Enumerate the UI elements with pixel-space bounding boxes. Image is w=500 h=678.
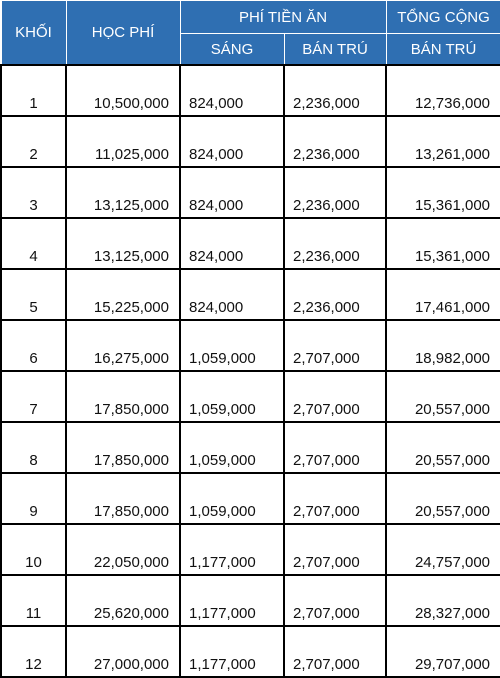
cell-breakfast: 1,177,000 bbox=[180, 524, 284, 575]
cell-total: 29,707,000 bbox=[386, 626, 500, 677]
cell-tuition: 16,275,000 bbox=[66, 320, 180, 371]
cell-lunch: 2,236,000 bbox=[284, 218, 386, 269]
cell-lunch: 2,707,000 bbox=[284, 575, 386, 626]
cell-tuition: 11,025,000 bbox=[66, 116, 180, 167]
cell-lunch: 2,707,000 bbox=[284, 371, 386, 422]
cell-tuition: 17,850,000 bbox=[66, 371, 180, 422]
cell-total: 18,982,000 bbox=[386, 320, 500, 371]
table-row bbox=[1, 65, 500, 116]
cell-total: 24,757,000 bbox=[386, 524, 500, 575]
cell-grade: 10 bbox=[1, 524, 66, 575]
cell-lunch: 2,707,000 bbox=[284, 422, 386, 473]
table-header bbox=[1, 1, 500, 66]
cell-grade: 12 bbox=[1, 626, 66, 677]
table-row bbox=[1, 422, 500, 473]
cell-breakfast: 824,000 bbox=[180, 218, 284, 269]
cell-grade: 8 bbox=[1, 422, 66, 473]
cell-tuition: 10,500,000 bbox=[66, 65, 180, 116]
cell-total: 15,361,000 bbox=[386, 167, 500, 218]
cell-tuition: 13,125,000 bbox=[66, 218, 180, 269]
cell-grade: 4 bbox=[1, 218, 66, 269]
cell-grade: 9 bbox=[1, 473, 66, 524]
cell-breakfast: 824,000 bbox=[180, 269, 284, 320]
cell-tuition: 13,125,000 bbox=[66, 167, 180, 218]
cell-total: 20,557,000 bbox=[386, 422, 500, 473]
cell-total: 20,557,000 bbox=[386, 371, 500, 422]
cell-breakfast: 1,177,000 bbox=[180, 626, 284, 677]
table-row bbox=[1, 371, 500, 422]
cell-breakfast: 1,059,000 bbox=[180, 422, 284, 473]
table-body bbox=[1, 65, 500, 677]
cell-lunch: 2,236,000 bbox=[284, 116, 386, 167]
table-row bbox=[1, 167, 500, 218]
header-lunch: BÁN TRÚ bbox=[284, 34, 386, 66]
cell-breakfast: 1,177,000 bbox=[180, 575, 284, 626]
cell-total: 13,261,000 bbox=[386, 116, 500, 167]
table-row bbox=[1, 320, 500, 371]
table-row bbox=[1, 473, 500, 524]
header-grade: KHỐI bbox=[1, 1, 66, 66]
cell-breakfast: 1,059,000 bbox=[180, 473, 284, 524]
cell-total: 17,461,000 bbox=[386, 269, 500, 320]
cell-breakfast: 824,000 bbox=[180, 116, 284, 167]
cell-lunch: 2,707,000 bbox=[284, 626, 386, 677]
cell-breakfast: 1,059,000 bbox=[180, 320, 284, 371]
cell-tuition: 17,850,000 bbox=[66, 422, 180, 473]
header-meal-fee: PHÍ TIỀN ĂN bbox=[180, 1, 386, 34]
table-row bbox=[1, 218, 500, 269]
cell-total: 12,736,000 bbox=[386, 65, 500, 116]
cell-total: 20,557,000 bbox=[386, 473, 500, 524]
cell-tuition: 27,000,000 bbox=[66, 626, 180, 677]
header-total: TỔNG CỘNG bbox=[386, 1, 500, 34]
header-total-sub: BÁN TRÚ bbox=[386, 34, 500, 66]
cell-tuition: 25,620,000 bbox=[66, 575, 180, 626]
cell-breakfast: 824,000 bbox=[180, 167, 284, 218]
table-row bbox=[1, 575, 500, 626]
cell-grade: 3 bbox=[1, 167, 66, 218]
header-tuition: HỌC PHÍ bbox=[66, 1, 180, 66]
cell-lunch: 2,236,000 bbox=[284, 269, 386, 320]
cell-lunch: 2,707,000 bbox=[284, 524, 386, 575]
cell-lunch: 2,707,000 bbox=[284, 320, 386, 371]
header-breakfast: SÁNG bbox=[180, 34, 284, 66]
cell-grade: 2 bbox=[1, 116, 66, 167]
table-row bbox=[1, 116, 500, 167]
cell-grade: 5 bbox=[1, 269, 66, 320]
cell-lunch: 2,707,000 bbox=[284, 473, 386, 524]
table-row bbox=[1, 524, 500, 575]
cell-grade: 11 bbox=[1, 575, 66, 626]
cell-breakfast: 1,059,000 bbox=[180, 371, 284, 422]
table-row bbox=[1, 626, 500, 677]
cell-tuition: 15,225,000 bbox=[66, 269, 180, 320]
cell-grade: 6 bbox=[1, 320, 66, 371]
cell-grade: 1 bbox=[1, 65, 66, 116]
cell-total: 28,327,000 bbox=[386, 575, 500, 626]
cell-tuition: 22,050,000 bbox=[66, 524, 180, 575]
table-row bbox=[1, 269, 500, 320]
cell-tuition: 17,850,000 bbox=[66, 473, 180, 524]
cell-total: 15,361,000 bbox=[386, 218, 500, 269]
cell-lunch: 2,236,000 bbox=[284, 65, 386, 116]
cell-grade: 7 bbox=[1, 371, 66, 422]
cell-lunch: 2,236,000 bbox=[284, 167, 386, 218]
cell-breakfast: 824,000 bbox=[180, 65, 284, 116]
